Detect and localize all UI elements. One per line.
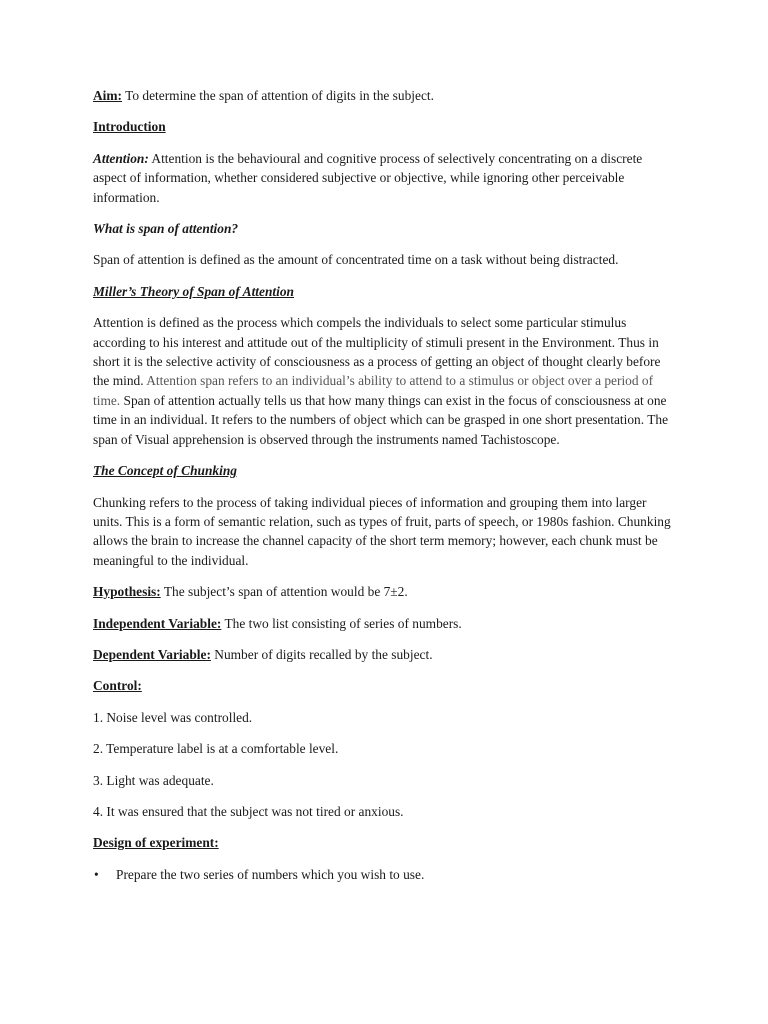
miller-heading: Miller’s Theory of Span of Attention <box>93 283 294 299</box>
hypothesis-paragraph <box>93 582 673 601</box>
miller-text-part1: Attention is defined as the process which compels the individuals to select some particular stimulus according to his interest and attitude out of the multiplicity of stimuli present in the Environment. Thus in short it is the selective activity of consciousness as a process of getting an object of thought clearly before the mind. <box>93 315 661 389</box>
aim-paragraph <box>93 86 673 105</box>
aim-label: Aim: <box>93 88 123 103</box>
control-item: 1. Noise level was controlled. <box>93 709 253 725</box>
attention-paragraph <box>93 149 673 207</box>
design-heading: Design of experiment: <box>93 835 219 851</box>
bullet-icon: • <box>94 866 99 882</box>
span-definition-paragraph: Span of attention is defined as the amount of concentrated time on a task without being distracted. <box>93 252 619 268</box>
design-bullet-item <box>93 865 673 884</box>
hypothesis-text: The subject’s span of attention would be 7±2. <box>160 584 408 600</box>
independent-variable-label: Independent Variable: <box>93 615 222 631</box>
aim-text: To determine the span of attention of digits in the subject. <box>122 88 434 103</box>
miller-text-part3: Span of attention actually tells us that how many things can exist in the focus of consciousness at one time in an individual. It refers to the numbers of object which can be grasped in one short presentation. The span of Visual apprehension is observed through the instruments named Tachistoscope. <box>93 392 669 447</box>
span-question-heading: What is span of attention? <box>93 221 239 237</box>
attention-label: Attention: <box>93 150 149 166</box>
chunking-paragraph: Chunking refers to the process of taking individual pieces of information and grouping them into larger units. This is a form of semantic relation, such as types of fruit, parts of speech, or 1980s fashion. Chunking allows the brain to increase the channel capacity of the short term memory; however, each chunk must be meaningful to the individual. <box>93 494 671 568</box>
miller-text-part2: Attention span refers to an individual’s ability to attend to a stimulus or object over a period of time. <box>93 373 654 408</box>
document-page <box>93 86 673 884</box>
independent-variable-paragraph <box>93 614 673 633</box>
control-item: 4. It was ensured that the subject was not tired or anxious. <box>93 803 404 819</box>
hypothesis-label: Hypothesis: <box>93 584 161 600</box>
dependent-variable-paragraph <box>93 645 673 664</box>
introduction-heading: Introduction <box>93 119 166 135</box>
control-item: 3. Light was adequate. <box>93 772 214 788</box>
control-item: 2. Temperature label is at a comfortable level. <box>93 741 339 757</box>
control-heading: Control: <box>93 678 142 694</box>
attention-text: Attention is the behavioural and cognitive process of selectively concentrating on a discrete aspect of information, whether considered subjective or objective, while ignoring other perceivable information. <box>93 150 643 205</box>
dependent-variable-label: Dependent Variable: <box>93 646 211 662</box>
independent-variable-text: The two list consisting of series of numbers. <box>221 615 462 631</box>
design-bullet-text: Prepare the two series of numbers which you wish to use. <box>116 866 425 882</box>
miller-paragraph <box>93 313 673 449</box>
dependent-variable-text: Number of digits recalled by the subject. <box>210 646 433 662</box>
chunking-heading: The Concept of Chunking <box>93 463 237 479</box>
